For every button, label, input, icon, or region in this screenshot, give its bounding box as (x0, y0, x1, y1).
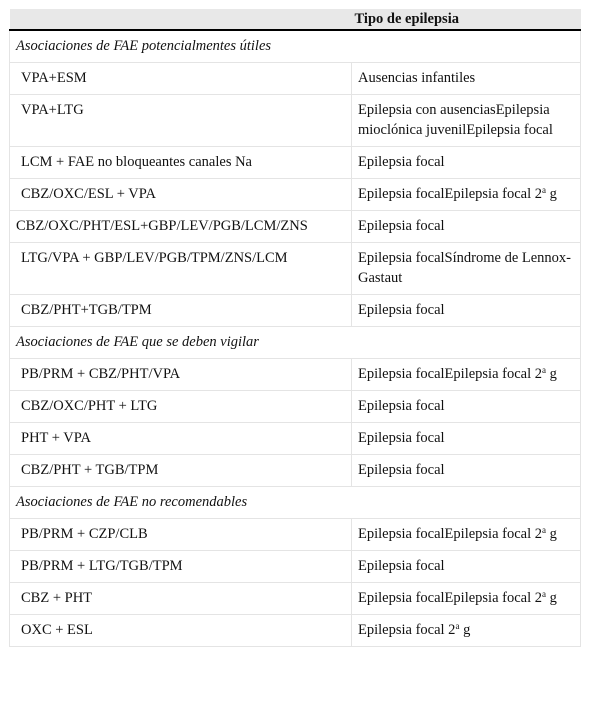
table-row (10, 583, 581, 615)
generation-suffix: g (546, 526, 557, 542)
epilepsy-type-text: Epilepsia con ausenciasEpilepsia mioclónica juvenilEpilepsia focal (358, 102, 553, 138)
epilepsy-type-cell (352, 423, 581, 455)
epilepsy-type-cell (352, 243, 581, 295)
header-col1 (10, 9, 352, 30)
table-row (10, 551, 581, 583)
epilepsy-type-text: Epilepsia focalSíndrome de Lennox-Gastaut (358, 250, 572, 286)
table-row (10, 95, 581, 147)
drug-combination-cell: CBZ/PHT + TGB/TPM (10, 455, 352, 487)
drug-combination-cell: PB/PRM + LTG/TGB/TPM (10, 551, 352, 583)
epilepsy-type-text: Epilepsia focal (358, 558, 445, 574)
table-row (10, 179, 581, 211)
table-row (10, 423, 581, 455)
epilepsy-type-cell (352, 179, 581, 211)
section-title: Asociaciones de FAE no recomendables (10, 487, 581, 519)
epilepsy-type-cell (352, 95, 581, 147)
drug-combination-cell: LCM + FAE no bloqueantes canales Na (10, 147, 352, 179)
epilepsy-type-text: Epilepsia focal (358, 398, 445, 414)
epilepsy-type-cell (352, 615, 581, 647)
drug-combination-cell: CBZ/OXC/PHT/ESL+GBP/LEV/PGB/LCM/ZNS (10, 211, 352, 243)
epilepsy-type-cell (352, 359, 581, 391)
epilepsy-type-text: Epilepsia focalEpilepsia focal 2 (358, 526, 542, 542)
section-row (10, 487, 581, 519)
table-row (10, 295, 581, 327)
drug-combination-cell: PB/PRM + CZP/CLB (10, 519, 352, 551)
epilepsy-type-text: Epilepsia focal (358, 154, 445, 170)
epilepsy-type-text: Epilepsia focal (358, 430, 445, 446)
drug-combination-cell: PHT + VPA (10, 423, 352, 455)
table-row (10, 455, 581, 487)
section-row (10, 30, 581, 63)
section-row (10, 327, 581, 359)
ordinal-superscript: a (542, 525, 546, 535)
generation-suffix: g (546, 366, 557, 382)
epilepsy-type-text: Epilepsia focal (358, 218, 445, 234)
epilepsy-type-cell (352, 391, 581, 423)
section-title: Asociaciones de FAE que se deben vigilar (10, 327, 581, 359)
epilepsy-drug-combinations-table (9, 9, 581, 647)
epilepsy-type-text: Epilepsia focal (358, 302, 445, 318)
epilepsy-type-text: Epilepsia focal 2 (358, 622, 456, 638)
header-tipo-epilepsia: Tipo de epilepsia (352, 9, 581, 30)
generation-suffix: g (546, 590, 557, 606)
drug-combination-cell: VPA+ESM (10, 63, 352, 95)
drug-combination-cell: CBZ/OXC/ESL + VPA (10, 179, 352, 211)
epilepsy-type-text: Epilepsia focalEpilepsia focal 2 (358, 186, 542, 202)
header-row (10, 9, 581, 30)
table-row (10, 243, 581, 295)
drug-combination-cell: LTG/VPA + GBP/LEV/PGB/TPM/ZNS/LCM (10, 243, 352, 295)
epilepsy-type-text: Epilepsia focalEpilepsia focal 2 (358, 366, 542, 382)
section-title: Asociaciones de FAE potencialmentes útiles (10, 30, 581, 63)
drug-combination-cell: PB/PRM + CBZ/PHT/VPA (10, 359, 352, 391)
epilepsy-type-cell (352, 455, 581, 487)
epilepsy-type-text: Epilepsia focal (358, 462, 445, 478)
ordinal-superscript: a (542, 185, 546, 195)
table-row (10, 63, 581, 95)
drug-combination-cell: CBZ + PHT (10, 583, 352, 615)
epilepsy-type-cell (352, 63, 581, 95)
table-row (10, 211, 581, 243)
generation-suffix: g (459, 622, 471, 638)
generation-suffix: g (546, 186, 557, 202)
epilepsy-type-text: Epilepsia focalEpilepsia focal 2 (358, 590, 542, 606)
drug-combination-cell: VPA+LTG (10, 95, 352, 147)
table-row (10, 359, 581, 391)
epilepsy-type-cell (352, 583, 581, 615)
table-row (10, 147, 581, 179)
drug-combination-cell: CBZ/PHT+TGB/TPM (10, 295, 352, 327)
table-row (10, 615, 581, 647)
table-row (10, 519, 581, 551)
drug-combination-cell: CBZ/OXC/PHT + LTG (10, 391, 352, 423)
epilepsy-type-cell (352, 519, 581, 551)
epilepsy-type-cell (352, 295, 581, 327)
epilepsy-type-cell (352, 147, 581, 179)
epilepsy-type-text: Ausencias infantiles (358, 70, 476, 86)
epilepsy-type-cell (352, 551, 581, 583)
table-row (10, 391, 581, 423)
epilepsy-type-cell (352, 211, 581, 243)
table-body (10, 30, 581, 647)
ordinal-superscript: a (542, 365, 546, 375)
ordinal-superscript: a (542, 589, 546, 599)
ordinal-superscript: a (455, 621, 460, 631)
drug-combination-cell: OXC + ESL (10, 615, 352, 647)
